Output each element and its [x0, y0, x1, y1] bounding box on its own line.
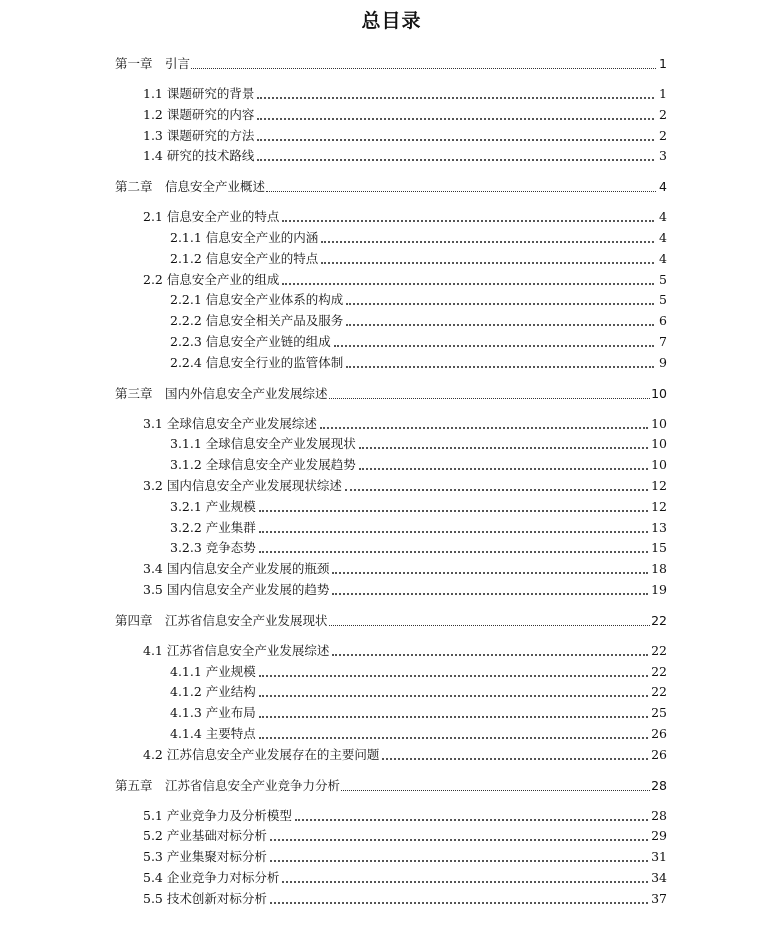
toc-page-number: 28 — [651, 777, 667, 793]
toc-page-number: 19 — [651, 582, 667, 597]
toc-entry-label: 5.4 企业竞争力对标分析 — [143, 870, 280, 885]
toc-page-number: 22 — [651, 612, 667, 628]
toc-page-number: 10 — [651, 385, 667, 401]
toc-section-entry[interactable] — [0, 288, 783, 308]
toc-entry-label: 3.4 国内信息安全产业发展的瓶颈 — [143, 561, 330, 577]
toc-dot-leader — [332, 572, 648, 574]
toc-dot-leader — [346, 324, 654, 326]
toc-dot-leader — [295, 819, 648, 821]
toc-section-entry[interactable] — [0, 495, 783, 515]
toc-page-number: 34 — [651, 870, 667, 885]
toc-section-entry[interactable] — [0, 578, 783, 598]
toc-page-number: 4 — [659, 209, 667, 225]
toc-entry-label: 5.1 产业竞争力及分析模型 — [143, 807, 292, 823]
toc-entry-label: 5.3 产业集聚对标分析 — [143, 849, 267, 865]
toc-dot-leader — [257, 139, 654, 141]
toc-page-number: 10 — [651, 457, 667, 473]
toc-entry-label: 1.3 课题研究的方法 — [143, 127, 255, 143]
toc-dot-leader — [332, 654, 648, 656]
toc-page-number: 22 — [651, 684, 667, 700]
toc-dot-leader — [341, 790, 650, 791]
toc-entry-label: 5.2 产业基础对标分析 — [143, 828, 267, 844]
toc-section-entry[interactable] — [0, 701, 783, 721]
toc-page-number: 15 — [651, 540, 667, 556]
toc-dot-leader — [259, 551, 648, 553]
toc-chapter-entry[interactable] — [0, 175, 783, 195]
toc-entry-label: 第二章 信息安全产业概述 — [115, 179, 266, 195]
toc-dot-leader — [259, 510, 648, 512]
toc-dot-leader — [346, 303, 654, 305]
toc-section-entry[interactable] — [0, 268, 783, 288]
toc-dot-leader — [191, 68, 656, 69]
toc-page-number: 1 — [659, 86, 667, 101]
toc-section-entry[interactable] — [0, 103, 783, 123]
toc-section-entry[interactable] — [0, 722, 783, 742]
toc-section-entry[interactable] — [0, 226, 783, 246]
toc-dot-leader — [259, 531, 648, 533]
toc-section-entry[interactable] — [0, 205, 783, 225]
toc-entry-label: 5.5 技术创新对标分析 — [143, 890, 267, 906]
toc-page-number: 5 — [659, 292, 667, 308]
toc-section-entry[interactable] — [0, 639, 783, 659]
toc-dot-leader — [282, 881, 648, 883]
toc-chapter-entry[interactable] — [0, 774, 783, 794]
toc-entry-label: 4.1.2 产业结构 — [170, 684, 256, 700]
toc-section-entry[interactable] — [0, 412, 783, 432]
toc-entry-label: 4.1.3 产业布局 — [170, 705, 256, 721]
toc-dot-leader — [321, 262, 654, 264]
toc-entry-label: 3.2.1 产业规模 — [170, 498, 256, 514]
toc-dot-leader — [345, 489, 648, 491]
toc-section-entry[interactable] — [0, 804, 783, 824]
toc-section-entry[interactable] — [0, 743, 783, 763]
toc-entry-label: 4.1.4 主要特点 — [170, 726, 256, 741]
toc-section-entry[interactable] — [0, 824, 783, 844]
toc-entry-label: 3.1.1 全球信息安全产业发展现状 — [170, 436, 356, 452]
toc-dot-leader — [266, 191, 656, 192]
toc-section-entry[interactable] — [0, 351, 783, 371]
toc-dot-leader — [270, 902, 648, 904]
toc-dot-leader — [259, 675, 648, 677]
toc-page-number: 6 — [659, 313, 667, 329]
toc-entry-label: 第一章 引言 — [115, 56, 191, 71]
toc-entry-label: 第四章 江苏省信息安全产业发展现状 — [115, 612, 328, 628]
toc-page-number: 26 — [651, 726, 667, 741]
toc-dot-leader — [257, 118, 654, 120]
toc-dot-leader — [282, 220, 654, 222]
toc-dot-leader — [257, 97, 654, 99]
toc-chapter-entry[interactable] — [0, 382, 783, 402]
toc-page-number: 12 — [651, 478, 667, 493]
toc-section-entry[interactable] — [0, 866, 783, 886]
toc-section-entry[interactable] — [0, 144, 783, 164]
toc-page-number: 28 — [651, 807, 667, 823]
toc-entry-label: 3.5 国内信息安全产业发展的趋势 — [143, 582, 330, 597]
toc-dot-leader — [282, 283, 654, 285]
toc-entry-label: 2.2.1 信息安全产业体系的构成 — [170, 292, 344, 308]
toc-page-number: 1 — [659, 56, 667, 71]
toc-page-number: 4 — [659, 250, 667, 266]
toc-page-number: 12 — [651, 498, 667, 514]
toc-entry-label: 1.2 课题研究的内容 — [143, 106, 255, 122]
toc-section-entry[interactable] — [0, 330, 783, 350]
toc-page-number: 31 — [651, 849, 667, 865]
toc-page-number: 18 — [651, 561, 667, 577]
toc-page-number: 4 — [659, 230, 667, 245]
toc-section-entry[interactable] — [0, 453, 783, 473]
toc-entry-label: 2.1 信息安全产业的特点 — [143, 209, 280, 225]
toc-section-entry[interactable] — [0, 247, 783, 267]
toc-entry-label: 3.1.2 全球信息安全产业发展趋势 — [170, 457, 356, 473]
toc-dot-leader — [334, 345, 654, 347]
toc-dot-leader — [257, 159, 654, 161]
toc-page-number: 29 — [651, 828, 667, 844]
toc-page-number: 25 — [651, 705, 667, 721]
toc-page-number: 13 — [651, 519, 667, 535]
toc-dot-leader — [359, 468, 648, 470]
toc-page-number: 5 — [659, 271, 667, 287]
toc-page-number: 4 — [659, 179, 667, 195]
toc-section-entry[interactable] — [0, 680, 783, 700]
toc-entry-label: 第五章 江苏省信息安全产业竞争力分析 — [115, 777, 341, 793]
toc-entry-label: 2.1.1 信息安全产业的内涵 — [170, 230, 319, 245]
toc-page-number: 7 — [659, 334, 667, 349]
toc-page-number: 10 — [651, 415, 667, 431]
toc-page-number: 22 — [651, 663, 667, 679]
toc-section-entry[interactable] — [0, 474, 783, 494]
toc-dot-leader — [321, 241, 654, 243]
toc-entry-label: 4.1 江苏省信息安全产业发展综述 — [143, 642, 330, 658]
toc-entry-label: 第三章 国内外信息安全产业发展综述 — [115, 385, 328, 401]
toc-entry-label: 2.2 信息安全产业的组成 — [143, 271, 280, 287]
toc-entry-label: 3.2.3 竞争态势 — [170, 540, 256, 556]
toc-section-entry[interactable] — [0, 557, 783, 577]
toc-dot-leader — [329, 398, 651, 399]
toc-page-number: 10 — [651, 436, 667, 452]
toc-page-number: 2 — [659, 127, 667, 143]
toc-dot-leader — [270, 860, 648, 862]
toc-dot-leader — [329, 625, 651, 626]
toc-entry-label: 1.1 课题研究的背景 — [143, 86, 255, 101]
toc-section-entry[interactable] — [0, 516, 783, 536]
toc-dot-leader — [346, 366, 654, 368]
toc-page-number: 9 — [659, 354, 667, 370]
toc-chapter-entry[interactable] — [0, 52, 783, 72]
toc-dot-leader — [359, 447, 648, 449]
toc-page-number: 2 — [659, 106, 667, 122]
toc-dot-leader — [382, 758, 648, 760]
toc-section-entry[interactable] — [0, 660, 783, 680]
toc-entry-label: 3.1 全球信息安全产业发展综述 — [143, 415, 317, 431]
toc-dot-leader — [259, 716, 648, 718]
toc-section-entry[interactable] — [0, 887, 783, 907]
toc-dot-leader — [332, 593, 648, 595]
toc-entry-label: 2.2.2 信息安全相关产品及服务 — [170, 313, 344, 329]
toc-entry-label: 2.1.2 信息安全产业的特点 — [170, 250, 319, 266]
toc-chapter-entry[interactable] — [0, 609, 783, 629]
toc-entry-label: 2.2.3 信息安全产业链的组成 — [170, 334, 331, 349]
toc-entry-label: 4.1.1 产业规模 — [170, 663, 256, 679]
toc-dot-leader — [270, 839, 648, 841]
toc-section-entry[interactable] — [0, 845, 783, 865]
toc-page-number: 3 — [659, 148, 667, 164]
toc-section-entry[interactable] — [0, 309, 783, 329]
toc-dot-leader — [259, 695, 648, 697]
toc-dot-leader — [320, 427, 648, 429]
toc-page-number: 37 — [651, 890, 667, 906]
toc-entry-label: 4.2 江苏信息安全产业发展存在的主要问题 — [143, 746, 380, 762]
toc-entry-label: 3.2 国内信息安全产业发展现状综述 — [143, 478, 342, 493]
toc-dot-leader — [259, 737, 648, 739]
toc-section-entry[interactable] — [0, 536, 783, 556]
toc-entry-label: 1.4 研究的技术路线 — [143, 148, 255, 164]
toc-entry-label: 2.2.4 信息安全行业的监管体制 — [170, 354, 344, 370]
toc-entry-label: 3.2.2 产业集群 — [170, 519, 256, 535]
toc-section-entry[interactable] — [0, 82, 783, 102]
toc-page-number: 22 — [651, 642, 667, 658]
toc-section-entry[interactable] — [0, 432, 783, 452]
toc-page-number: 26 — [651, 746, 667, 762]
toc-section-entry[interactable] — [0, 124, 783, 144]
document-title: 总目录 — [361, 10, 422, 32]
